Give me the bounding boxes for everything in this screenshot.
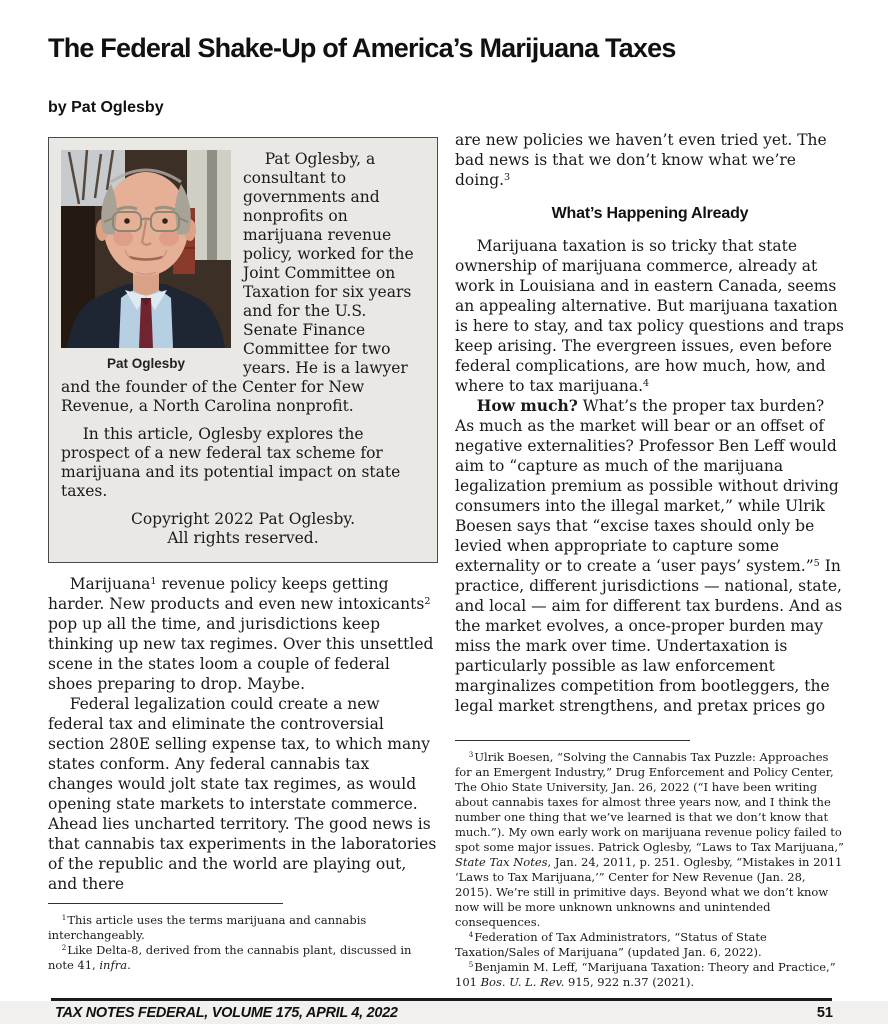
- footnotes-left: [48, 903, 438, 973]
- footnote-3-text: Ulrik Boesen, “Solving the Cannabis Tax Puzzle: Approaches for an Emergent Industry,” Drug Enforcement and Policy Center, The Ohio State University, Jan. 26, 2022 (“I have been writing about cannabis taxes for almost three years now, and I think the number one thing that we’ve learned is that we don’t know that much.”). My own early work on marijuana revenue policy failed to spot some major issues. Patrick Oglesby, “Laws to Tax Marijuana,” State Tax Notes, Jan. 24, 2011, p. 251. Oglesby, “Mistakes in 2011 ‘Laws to Tax Marijuana,’” Center for New Revenue (Jan. 28, 2015). We’re still in primitive days. Beyond what we don’t know now will be more unknown unknowns and unintended consequences.: [455, 750, 844, 929]
- footnote-1-text: This article uses the terms marijuana and cannabis interchangeably.: [48, 913, 367, 942]
- footnote-5-number: 5: [468, 960, 474, 970]
- footnote-4-text: Federation of Tax Administrators, “Status of State Taxation/Sales of Marijuana” (updated Jan. 6, 2022).: [455, 930, 767, 959]
- footnote-separator-right: [455, 740, 690, 741]
- author-bio-box: [48, 137, 438, 563]
- footnote-2-number: 2: [61, 943, 67, 953]
- right-paragraph-2: How much? What’s the proper tax burden? As much as the market will bear or an offset of negative externalities? Professor Ben Leff would aim to “capture as much of the marijuana legalization premium as possible without driving consumers into the illegal market,” while Ulrik Boesen says that “excise taxes should only be levied when appropriate to capture some externality or to create a ‘user pays’ system.”$^5$ In practice, different jurisdictions — national, state, and local — aim for different tax burdens. And as the market evolves, a once-proper burden may miss the mark over time. Undertaxation is particularly possible as law enforcement marginalizes competition from bootleggers, the legal market strengthens, and pretax prices go: [455, 396, 843, 715]
- copyright-notice: [61, 510, 425, 548]
- right-intro-paragraph: are new policies we haven’t even tried yet. The bad news is that we don’t know what we’re doing.$^3$: [455, 131, 827, 189]
- byline: by Pat Oglesby: [48, 99, 164, 116]
- left-paragraph-1: Marijuana$^1$ revenue policy keeps getting harder. New products and even new intoxicants$^2$ pop up all the time, and jurisdictions keep thinking up new tax regimes. Over this unsettled scene in the states loom a couple of federal shoes preparing to drop. Maybe.: [48, 575, 434, 693]
- author-photo: [61, 150, 231, 348]
- footnote-4-number: 4: [468, 930, 474, 940]
- section-heading: What’s Happening Already: [551, 205, 749, 222]
- footnote-2-text: Like Delta-8, derived from the cannabis plant, discussed in note 41, infra.: [48, 943, 412, 972]
- footnote-5-text: Benjamin M. Leff, “Marijuana Taxation: Theory and Practice,” 101 Bos. U. L. Rev. 915, 922 n.37 (2021).: [455, 960, 836, 989]
- footer-page-number: 51: [816, 1004, 833, 1021]
- left-paragraph-2: Federal legalization could create a new federal tax and eliminate the controversial section 280E selling expense tax, to which many states conform. Any federal cannabis tax changes would jolt state tax regimes, as would opening state markets to interstate commerce. Ahead lies uncharted territory. The good news is that cannabis tax experiments in the laboratories of the republic and the world are playing out, and there: [48, 695, 437, 893]
- copyright-line-2: All rights reserved.: [167, 529, 319, 547]
- bio-paragraph: Pat Oglesby, a consultant to governments and nonprofits on marijuana revenue policy, worked for the Joint Committee on Taxation for six years and for the U.S. Senate Finance Committee for two years. He is a lawyer and the founder of the Center for New Revenue, a North Carolina nonprofit.: [61, 150, 414, 415]
- footnote-5: [455, 960, 845, 990]
- footnote-1-number: 1: [61, 913, 67, 923]
- right-column: [455, 130, 845, 716]
- footnote-3-number: 3: [468, 750, 474, 760]
- page-title: The Federal Shake-Up of America’s Marijuana Taxes: [48, 33, 676, 63]
- article-summary: In this article, Oglesby explores the prospect of a new federal tax scheme for marijuana and its potential impact on state taxes.: [61, 425, 401, 500]
- copyright-line-1: Copyright 2022 Pat Oglesby.: [130, 510, 356, 528]
- footnote-3: [455, 750, 845, 930]
- footnote-2: [48, 943, 438, 973]
- author-photo-figure: [61, 150, 231, 374]
- footnote-1: [48, 913, 438, 943]
- page-footer: [0, 1001, 888, 1024]
- footnotes-right: [455, 740, 845, 990]
- footer-journal-line: TAX NOTES FEDERAL, VOLUME 175, APRIL 4, 2022: [55, 1004, 398, 1021]
- left-column: [48, 137, 438, 894]
- right-paragraph-1: Marijuana taxation is so tricky that state ownership of marijuana commerce, already at work in Louisiana and in eastern Canada, seems an appealing alternative. But marijuana taxation is here to stay, and tax policy questions and traps keep arising. The evergreen issues, even before federal complications, are how much, how, and where to tax marijuana.$^4$: [455, 237, 844, 395]
- footnote-4: [455, 930, 845, 960]
- photo-caption: Pat Oglesby: [106, 356, 186, 371]
- footnote-separator-left: [48, 903, 283, 904]
